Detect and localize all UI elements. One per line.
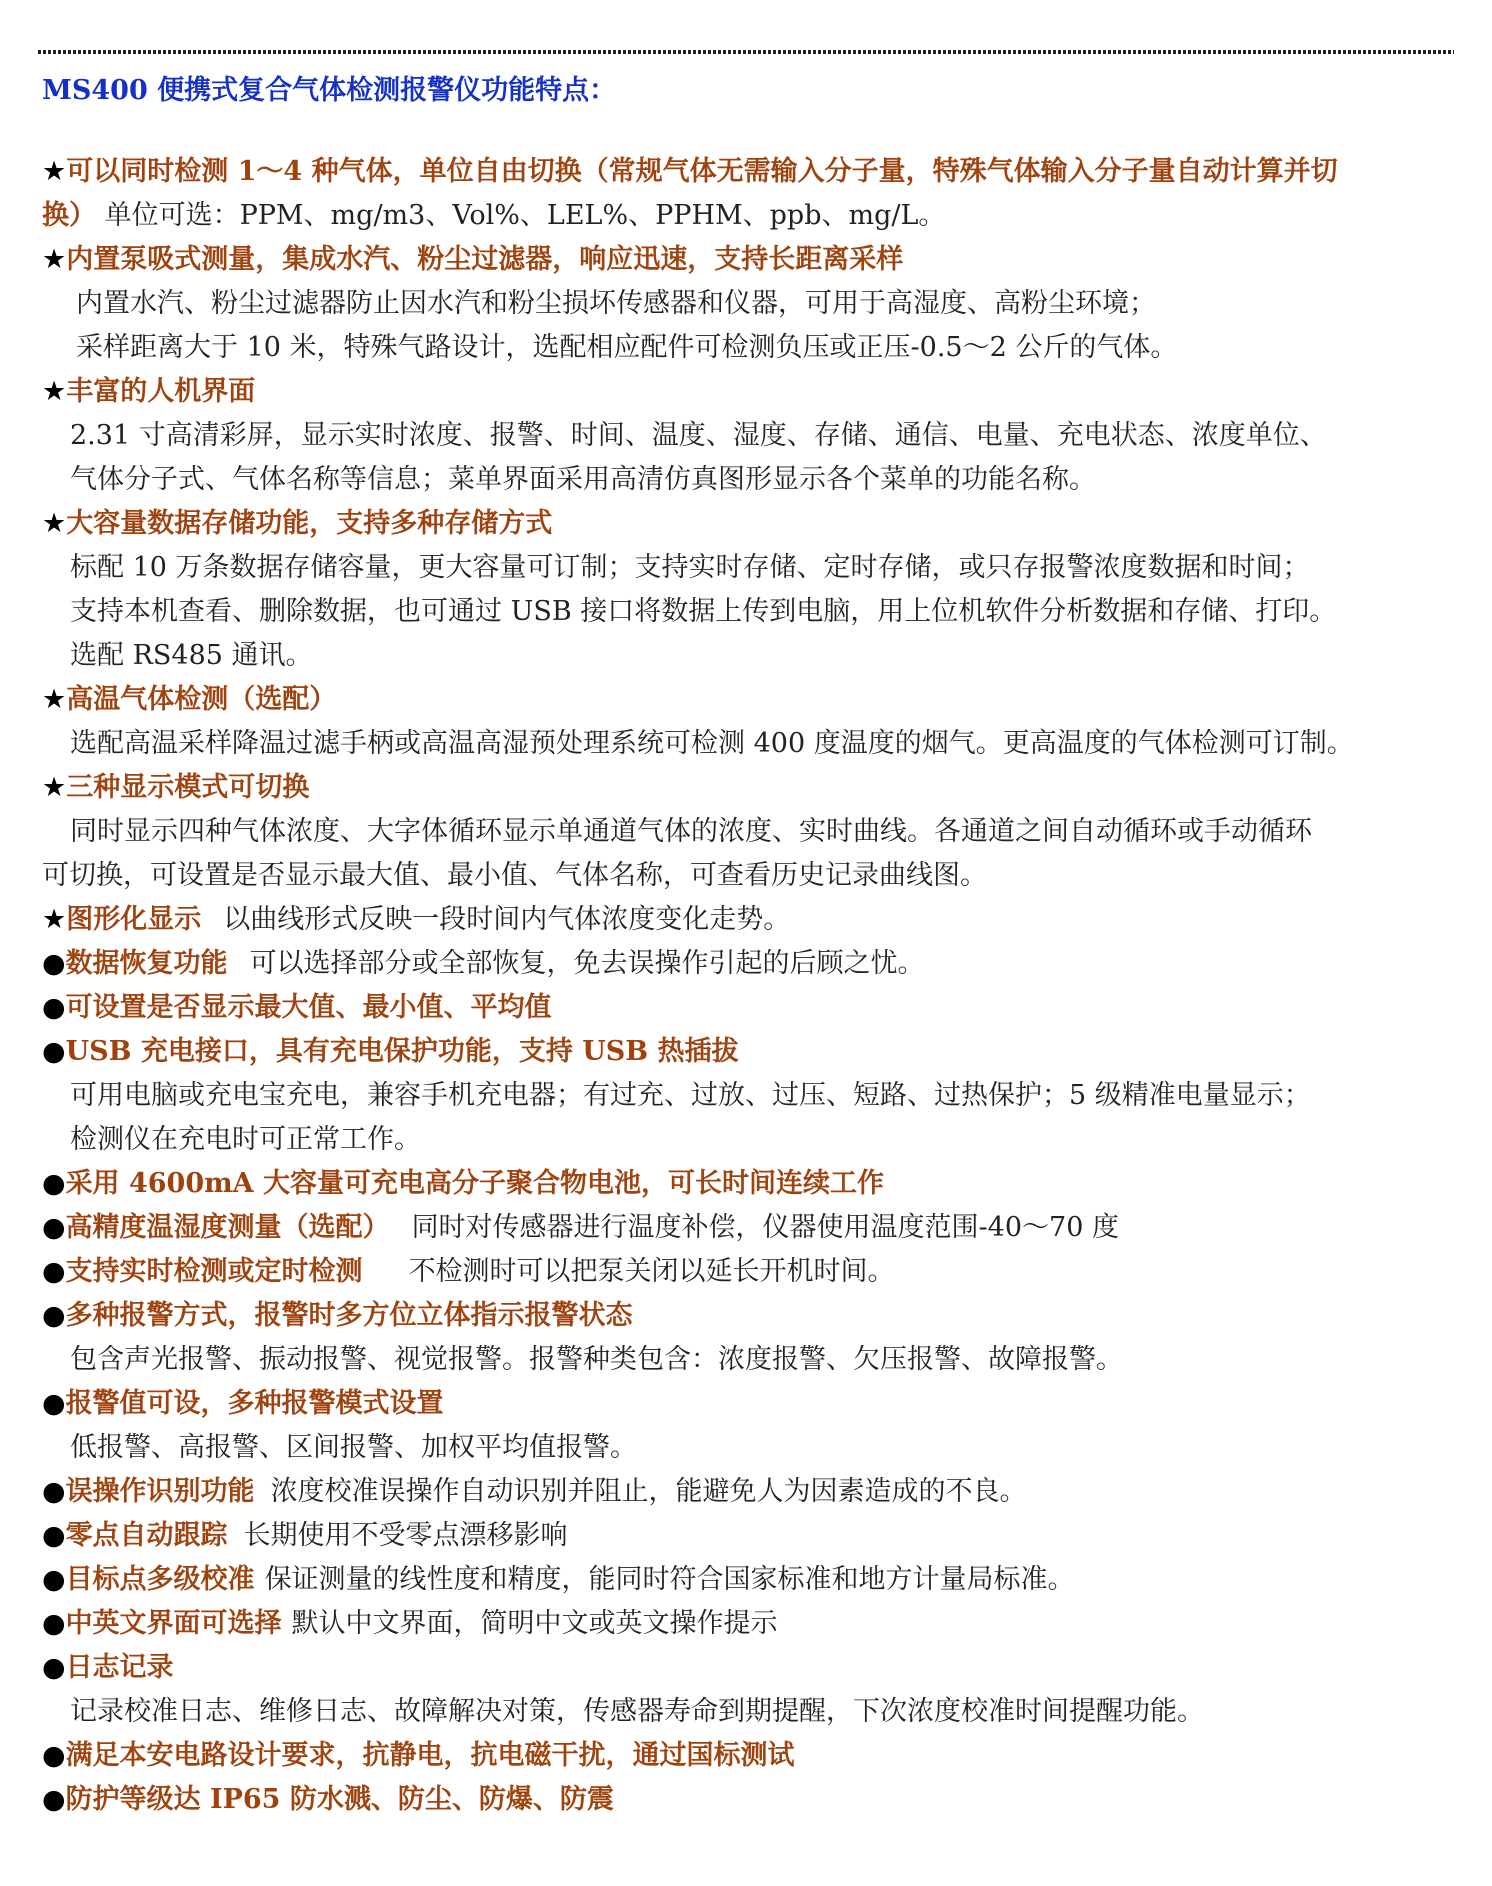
feature-heading-text: 报警值可设，多种报警模式设置 [65, 1388, 444, 1419]
feature-detail [42, 1690, 1458, 1734]
bullet-icon: ● [42, 1520, 66, 1551]
feature-heading-text: USB 充电接口，具有充电保护功能，支持 USB 热插拔 [65, 1036, 739, 1067]
feature-heading-text: 丰富的人机界面 [66, 376, 256, 407]
feature-heading-text: 可设置是否显示最大值、最小值、平均值 [65, 992, 552, 1023]
bullet-icon: ● [42, 948, 66, 979]
feature-heading [42, 1734, 1458, 1778]
feature-description: 采样距离大于 10 米，特殊气路设计，选配相应配件可检测负压或正压-0.5～2 公斤的气体。 [76, 332, 1178, 363]
feature-description: 气体分子式、气体名称等信息；菜单界面采用高清仿真图形显示各个菜单的功能名称。 [70, 464, 1096, 495]
star-icon: ★ [42, 772, 67, 803]
star-icon: ★ [42, 684, 67, 715]
feature-heading [42, 150, 1458, 194]
feature-heading [42, 986, 1458, 1030]
feature-description: 以曲线形式反映一段时间内气体浓度变化走势。 [223, 904, 791, 935]
bullet-icon: ● [42, 1256, 66, 1287]
feature-heading [42, 1294, 1458, 1338]
feature-heading [42, 1470, 1458, 1514]
feature-heading-text: 内置泵吸式测量，集成水汽、粉尘过滤器，响应迅速，支持长距离采样 [66, 244, 904, 275]
feature-heading-text: 目标点多级校准 [65, 1564, 255, 1595]
feature-heading-text: 中英文界面可选择 [65, 1608, 282, 1639]
bullet-icon: ● [42, 1740, 66, 1771]
feature-heading [42, 370, 1458, 414]
feature-detail [42, 810, 1458, 854]
feature-description: 默认中文界面，简明中文或英文操作提示 [291, 1608, 778, 1639]
feature-heading-text: 支持实时检测或定时检测 [65, 1256, 363, 1287]
feature-heading [42, 1514, 1458, 1558]
feature-heading [42, 1602, 1458, 1646]
feature-detail [42, 1074, 1458, 1118]
feature-heading-text: 零点自动跟踪 [65, 1520, 228, 1551]
feature-heading-text: 换） [42, 200, 96, 231]
feature-heading-text: 防护等级达 IP65 防水溅、防尘、防爆、防震 [65, 1784, 614, 1815]
feature-description: 包含声光报警、振动报警、视觉报警。报警种类包含：浓度报警、欠压报警、故障报警。 [70, 1344, 1123, 1375]
feature-detail [42, 634, 1458, 678]
feature-description: 标配 10 万条数据存储容量，更大容量可订制；支持实时存储、定时存储，或只存报警浓度数据和时间； [70, 552, 1310, 583]
feature-heading-text: 可以同时检测 1～4 种气体，单位自由切换（常规气体无需输入分子量，特殊气体输入分子量自动计算并切 [66, 156, 1338, 187]
feature-description: 支持本机查看、删除数据，也可通过 USB 接口将数据上传到电脑，用上位机软件分析数据和存储、打印。 [70, 596, 1337, 627]
feature-description: 保证测量的线性度和精度，能同时符合国家标准和地方计量局标准。 [264, 1564, 1075, 1595]
feature-heading [42, 502, 1458, 546]
feature-detail [42, 722, 1458, 766]
feature-heading [42, 766, 1458, 810]
feature-description: 选配高温采样降温过滤手柄或高温高湿预处理系统可检测 400 度温度的烟气。更高温度的气体检测可订制。 [70, 728, 1354, 759]
feature-heading [42, 1030, 1458, 1074]
feature-description: 长期使用不受零点漂移影响 [243, 1520, 568, 1551]
feature-heading-text: 三种显示模式可切换 [66, 772, 310, 803]
feature-detail [42, 854, 1458, 898]
bullet-icon: ● [42, 1564, 66, 1595]
feature-description: 单位可选：PPM、mg/m3、Vol%、LEL%、PPHM、ppb、mg/L。 [96, 200, 946, 231]
star-icon: ★ [42, 508, 67, 539]
feature-detail [42, 326, 1458, 370]
feature-detail [42, 414, 1458, 458]
feature-description: 同时显示四种气体浓度、大字体循环显示单通道气体的浓度、实时曲线。各通道之间自动循环或手动循环 [70, 816, 1312, 847]
feature-heading-text: 图形化显示 [66, 904, 202, 935]
feature-heading-text: 满足本安电路设计要求，抗静电，抗电磁干扰，通过国标测试 [65, 1740, 795, 1771]
feature-detail [42, 1426, 1458, 1470]
feature-heading [42, 1206, 1458, 1250]
feature-heading [42, 238, 1458, 282]
star-icon: ★ [42, 244, 67, 275]
bullet-icon: ● [42, 1652, 66, 1683]
feature-detail [42, 590, 1458, 634]
feature-heading [42, 1382, 1458, 1426]
feature-heading-text: 采用 4600mA 大容量可充电高分子聚合物电池，可长时间连续工作 [65, 1168, 885, 1199]
feature-detail [42, 1338, 1458, 1382]
feature-heading [42, 1250, 1458, 1294]
bullet-icon: ● [42, 1784, 66, 1815]
feature-heading [42, 678, 1458, 722]
feature-description: 选配 RS485 通讯。 [70, 640, 313, 671]
feature-heading-text: 高温气体检测（选配） [66, 684, 337, 715]
feature-heading [42, 898, 1458, 942]
feature-description: 不检测时可以把泵关闭以延长开机时间。 [408, 1256, 895, 1287]
bullet-icon: ● [42, 992, 66, 1023]
feature-detail [42, 458, 1458, 502]
dashed-divider [38, 50, 1454, 54]
feature-description: 检测仪在充电时可正常工作。 [70, 1124, 421, 1155]
feature-heading-text: 高精度温湿度测量（选配） [65, 1212, 390, 1243]
feature-heading [42, 1558, 1458, 1602]
star-icon: ★ [42, 156, 67, 187]
feature-detail [42, 1118, 1458, 1162]
feature-description: 低报警、高报警、区间报警、加权平均值报警。 [70, 1432, 637, 1463]
feature-description: 可切换，可设置是否显示最大值、最小值、气体名称，可查看历史记录曲线图。 [42, 860, 987, 891]
feature-heading [42, 1162, 1458, 1206]
feature-description: 同时对传感器进行温度补偿，仪器使用温度范围-40～70 度 [411, 1212, 1119, 1243]
bullet-icon: ● [42, 1388, 66, 1419]
star-icon: ★ [42, 904, 67, 935]
feature-heading-continued [42, 194, 1458, 238]
bullet-icon: ● [42, 1476, 66, 1507]
feature-heading [42, 942, 1458, 986]
star-icon: ★ [42, 376, 67, 407]
feature-heading-text: 日志记录 [65, 1652, 174, 1683]
feature-list [42, 150, 1458, 1822]
feature-description: 浓度校准误操作自动识别并阻止，能避免人为因素造成的不良。 [270, 1476, 1027, 1507]
feature-heading-text: 误操作识别功能 [65, 1476, 255, 1507]
feature-description: 记录校准日志、维修日志、故障解决对策，传感器寿命到期提醒，下次浓度校准时间提醒功能。 [70, 1696, 1204, 1727]
feature-detail [42, 546, 1458, 590]
bullet-icon: ● [42, 1168, 66, 1199]
feature-heading [42, 1778, 1458, 1822]
feature-description: 2.31 寸高清彩屏，显示实时浓度、报警、时间、温度、湿度、存储、通信、电量、充电状态、浓度单位、 [70, 420, 1327, 451]
feature-heading-text: 大容量数据存储功能，支持多种存储方式 [66, 508, 553, 539]
feature-description: 内置水汽、粉尘过滤器防止因水汽和粉尘损坏传感器和仪器，可用于高湿度、高粉尘环境； [76, 288, 1156, 319]
bullet-icon: ● [42, 1300, 66, 1331]
feature-heading-text: 数据恢复功能 [65, 948, 228, 979]
feature-heading-text: 多种报警方式，报警时多方位立体指示报警状态 [65, 1300, 633, 1331]
feature-heading [42, 1646, 1458, 1690]
feature-detail [42, 282, 1458, 326]
bullet-icon: ● [42, 1036, 66, 1067]
page-title: MS400 便携式复合气体检测报警仪功能特点： [42, 75, 617, 106]
feature-description: 可以选择部分或全部恢复，免去误操作引起的后顾之忧。 [249, 948, 925, 979]
bullet-icon: ● [42, 1212, 66, 1243]
bullet-icon: ● [42, 1608, 66, 1639]
feature-description: 可用电脑或充电宝充电，兼容手机充电器；有过充、过放、过压、短路、过热保护；5 级精准电量显示； [70, 1080, 1311, 1111]
